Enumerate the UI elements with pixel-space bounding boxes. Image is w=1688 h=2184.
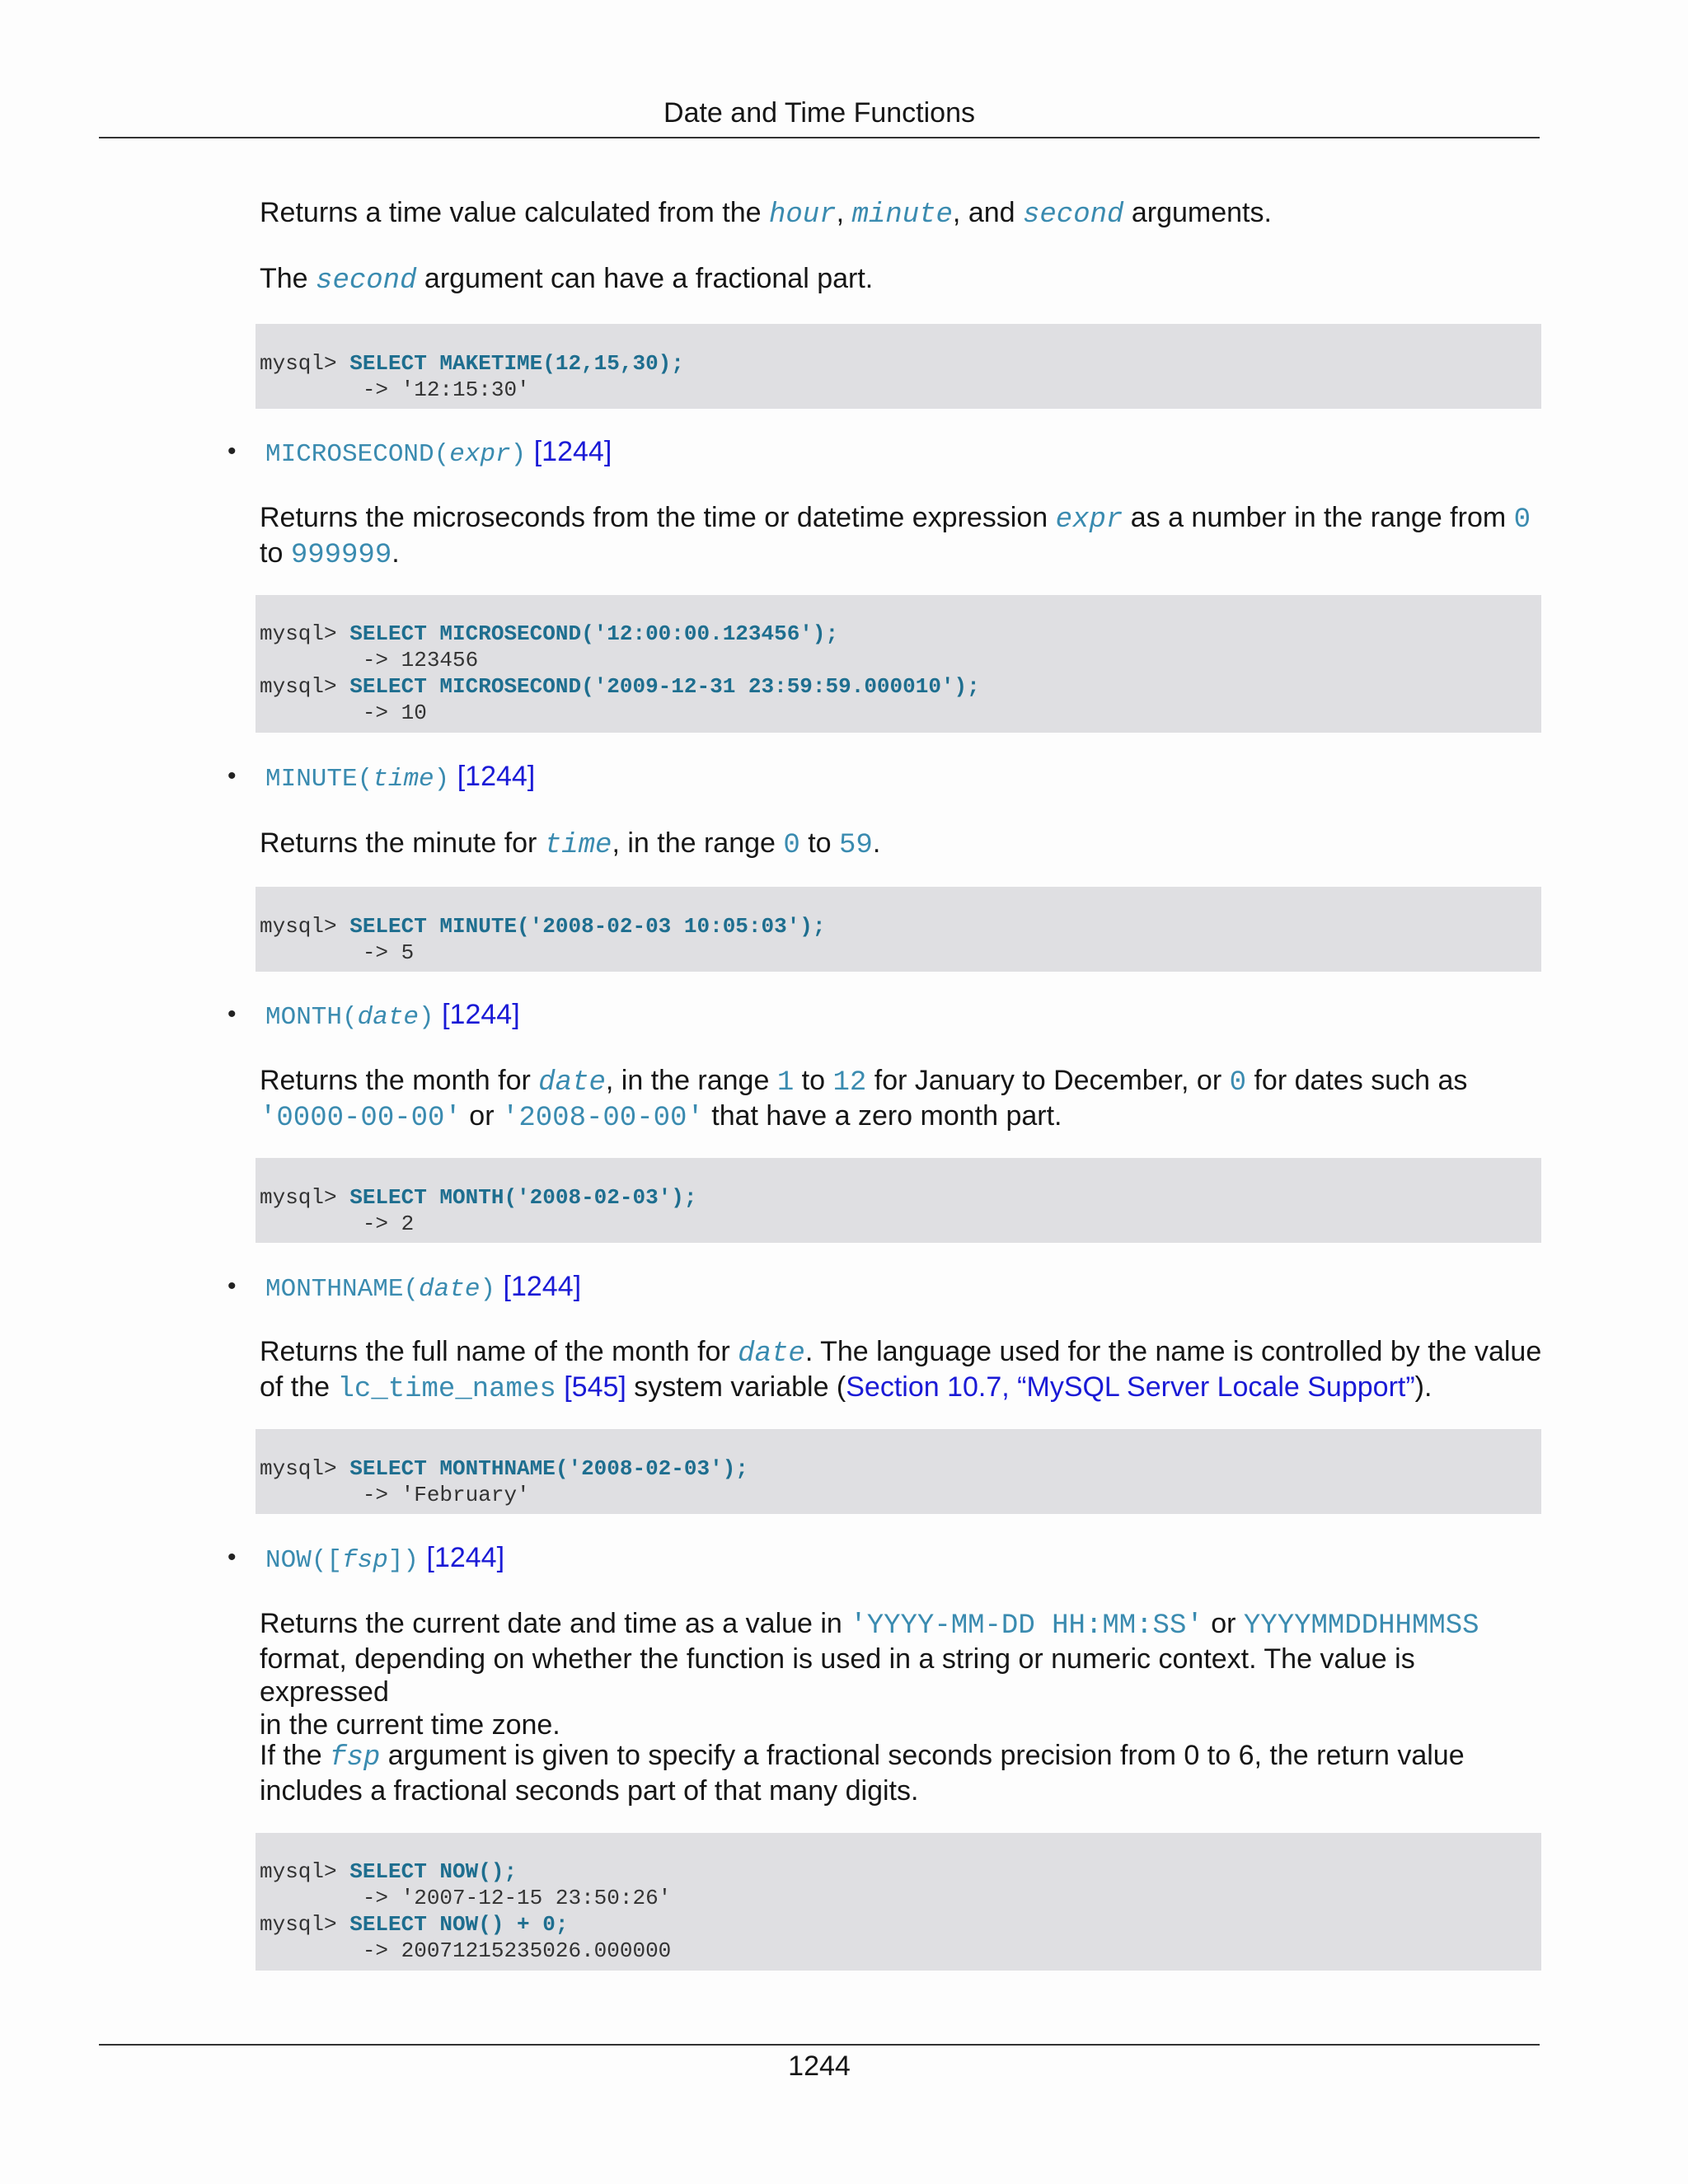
code-result: -> 10 — [260, 701, 427, 725]
microsecond-description: Returns the microseconds from the time or datetime expression expr as a number in the range from 0 to 999999. — [260, 502, 1531, 571]
code-line: mysql> SELECT NOW(); — [260, 1859, 518, 1884]
locale-support-section-link[interactable]: Section 10.7, “MySQL Server Locale Support” — [846, 1371, 1415, 1403]
code-result: -> 20071215235026.000000 — [260, 1938, 672, 1963]
bullet: • — [227, 1001, 237, 1028]
code-line: mysql> SELECT MICROSECOND('12:00:00.123456'); — [260, 621, 839, 646]
code-result: -> '2007-12-15 23:50:26' — [260, 1886, 672, 1910]
maketime-description: Returns a time value calculated from the hour, minute, and second arguments. — [260, 197, 1272, 231]
arg-second: second — [1023, 199, 1124, 231]
month-ref-link[interactable]: [1244] — [442, 999, 520, 1030]
code-line: mysql> SELECT NOW() + 0; — [260, 1912, 569, 1937]
arg-minute: minute — [851, 199, 953, 231]
month-description: Returns the month for date, in the range 1 to 12 for January to December, or 0 for dates such as '0000-00-00' or '2008-00-00' that have a zero month part. — [260, 1065, 1468, 1134]
bullet: • — [227, 1272, 237, 1300]
code-result: -> 2 — [260, 1212, 415, 1236]
microsecond-function: MICROSECOND(expr) — [265, 440, 527, 469]
month-function: MONTH(date) — [265, 1003, 434, 1032]
code-result: -> '12:15:30' — [260, 377, 530, 402]
bullet: • — [227, 762, 237, 790]
code-line: mysql> SELECT MONTHNAME('2008-02-03'); — [260, 1456, 748, 1481]
now-function: NOW([fsp]) — [265, 1546, 420, 1575]
minute-code-example — [256, 887, 1541, 972]
now-code-example — [256, 1833, 1541, 1971]
lc-time-names-ref-link[interactable]: [545] — [556, 1371, 626, 1403]
month-code-example — [256, 1158, 1541, 1243]
code-line: mysql> SELECT MICROSECOND('2009-12-31 23:59:59.000010'); — [260, 674, 980, 699]
page-header-title: Date and Time Functions — [663, 97, 975, 129]
monthname-code-example — [256, 1429, 1541, 1514]
now-description: Returns the current date and time as a value in 'YYYY-MM-DD HH:MM:SS' or YYYYMMDDHHMMSS format, depending on whether the function is used in a string or numeric context. The value is expressed in the current time zone. — [260, 1608, 1479, 1741]
code-line: mysql> SELECT MAKETIME(12,15,30); — [260, 351, 684, 376]
monthname-ref-link[interactable]: [1244] — [503, 1271, 582, 1302]
maketime-fraction-note: The second argument can have a fractional part. — [260, 263, 874, 297]
minute-ref-link[interactable]: [1244] — [457, 761, 536, 792]
arg-second: second — [316, 265, 417, 297]
code-line: mysql> SELECT MINUTE('2008-02-03 10:05:03'); — [260, 914, 826, 939]
code-result: -> 5 — [260, 940, 415, 965]
code-result: -> 123456 — [260, 648, 479, 673]
now-fsp-description: If the fsp argument is given to specify a fractional seconds precision from 0 to 6, the return value includes a fractional seconds part of that many digits. — [260, 1740, 1465, 1807]
monthname-description: Returns the full name of the month for date. The language used for the name is controlled by the value of the lc_time_names [545] system variable (Section 10.7, “MySQL Server Locale Support”). — [260, 1336, 1542, 1405]
arg-hour: hour — [768, 199, 837, 231]
bullet: • — [227, 1544, 237, 1571]
now-ref-link[interactable]: [1244] — [426, 1542, 505, 1573]
header-divider — [99, 137, 1540, 138]
microsecond-ref-link[interactable]: [1244] — [533, 436, 612, 467]
monthname-function: MONTHNAME(date) — [265, 1275, 496, 1304]
page-number: 1244 — [788, 2050, 851, 2082]
minute-description: Returns the minute for time, in the range 0 to 59. — [260, 827, 881, 861]
maketime-code-example — [256, 324, 1541, 409]
code-result: -> 'February' — [260, 1483, 530, 1507]
microsecond-code-example — [256, 595, 1541, 733]
minute-function: MINUTE(time) — [265, 765, 450, 794]
code-line: mysql> SELECT MONTH('2008-02-03'); — [260, 1185, 697, 1210]
bullet: • — [227, 438, 237, 465]
